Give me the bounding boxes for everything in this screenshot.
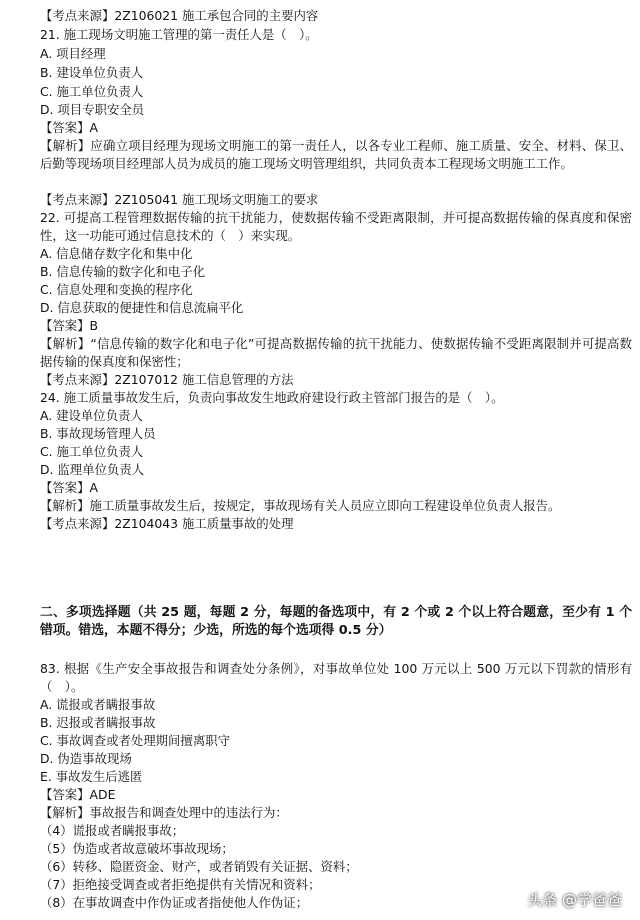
option-d: D. 监理单位负责人 — [40, 462, 145, 477]
watermark: 头条 @学爸爸 — [527, 891, 622, 909]
option-c: C. 施工单位负责人 — [40, 444, 144, 459]
analysis-item-8: （8）在事故调查中作伪证或者指使他人作伪证； — [40, 895, 309, 910]
option-c: C. 事故调查或者处理期间擅离职守 — [40, 733, 230, 748]
analysis-item-6: （6）转移、隐匿资金、财产，或者销毁有关证据、资料； — [40, 859, 358, 874]
option-c: C. 信息处理和变换的程序化 — [40, 282, 193, 297]
answer-83: 【答案】ADE — [40, 787, 116, 802]
question-83: 83. 根据《生产安全事故报告和调查处分条例》，对事故单位处 100 万元以上 500 万元以下罚款的情形有（ ）。 — [40, 661, 632, 694]
option-d: D. 项目专职安全员 — [40, 102, 145, 117]
source-24: 【考点来源】2Z104043 施工质量事故的处理 — [40, 516, 294, 531]
analysis-item-5: （5）伪造或者故意破坏事故现场； — [40, 841, 234, 856]
section-heading: 二、多项选择题（共 25 题，每题 2 分，每题的备选项中，有 2 个或 2 个以上符合题意，至少有 1 个错项。错选，本题不得分；少选，所选的每个选项得 0.5 分） — [40, 605, 632, 638]
option-a: A. 项目经理 — [40, 46, 106, 61]
analysis-21: 【解析】应确立项目经理为现场文明施工的第一责任人，以各专业工程师、施工质量、安全、材料、保卫、后勤等现场项目经理部人员为成员的施工现场文明管理组织，共同负责本工程现场文明施工工作。 — [40, 138, 632, 171]
answer-21: 【答案】A — [40, 120, 99, 135]
analysis-item-4: （4）谎报或者瞒报事故； — [40, 823, 185, 838]
answer-24: 【答案】A — [40, 480, 99, 495]
source-line-prev: 【考点来源】2Z106021 施工承包合同的主要内容 — [40, 8, 319, 23]
question-24: 24. 施工质量事故发生后，负责向事故发生地政府建设行政主管部门报告的是（ ）。 — [40, 390, 504, 405]
answer-22: 【答案】B — [40, 318, 99, 333]
source-21: 【考点来源】2Z105041 施工现场文明施工的要求 — [40, 192, 319, 207]
option-a: A. 信息储存数字化和集中化 — [40, 246, 193, 261]
analysis-24: 【解析】施工质量事故发生后，按规定，事故现场有关人员应立即向工程建设单位负责人报告。 — [40, 498, 561, 513]
option-a: A. 建设单位负责人 — [40, 408, 143, 423]
analysis-83: 【解析】事故报告和调查处理中的违法行为： — [40, 805, 288, 820]
option-b: B. 建设单位负责人 — [40, 65, 144, 80]
option-b: B. 迟报或者瞒报事故 — [40, 715, 156, 730]
option-e: E. 事故发生后逃匿 — [40, 769, 143, 784]
analysis-item-7: （7）拒绝接受调查或者拒绝提供有关情况和资料； — [40, 877, 321, 892]
analysis-22: 【解析】“信息传输的数字化和电子化”可提高数据传输的抗干扰能力、使数据传输不受距离限制并可提高数据传输的保真度和保密性； — [40, 336, 632, 369]
source-22: 【考点来源】2Z107012 施工信息管理的方法 — [40, 372, 294, 387]
question-21: 21. 施工现场文明施工管理的第一责任人是（ ）。 — [40, 27, 318, 42]
option-d: D. 伪造事故现场 — [40, 751, 132, 766]
option-b: B. 事故现场管理人员 — [40, 426, 156, 441]
option-a: A. 谎报或者瞒报事故 — [40, 697, 156, 712]
option-c: C. 施工单位负责人 — [40, 84, 144, 99]
question-22: 22. 可提高工程管理数据传输的抗干扰能力，使数据传输不受距离限制，并可提高数据传输的保真度和保密性，这一功能可通过信息技术的（ ）来实现。 — [40, 210, 632, 243]
option-d: D. 信息获取的便捷性和信息流扁平化 — [40, 300, 244, 315]
option-b: B. 信息传输的数字化和电子化 — [40, 264, 206, 279]
